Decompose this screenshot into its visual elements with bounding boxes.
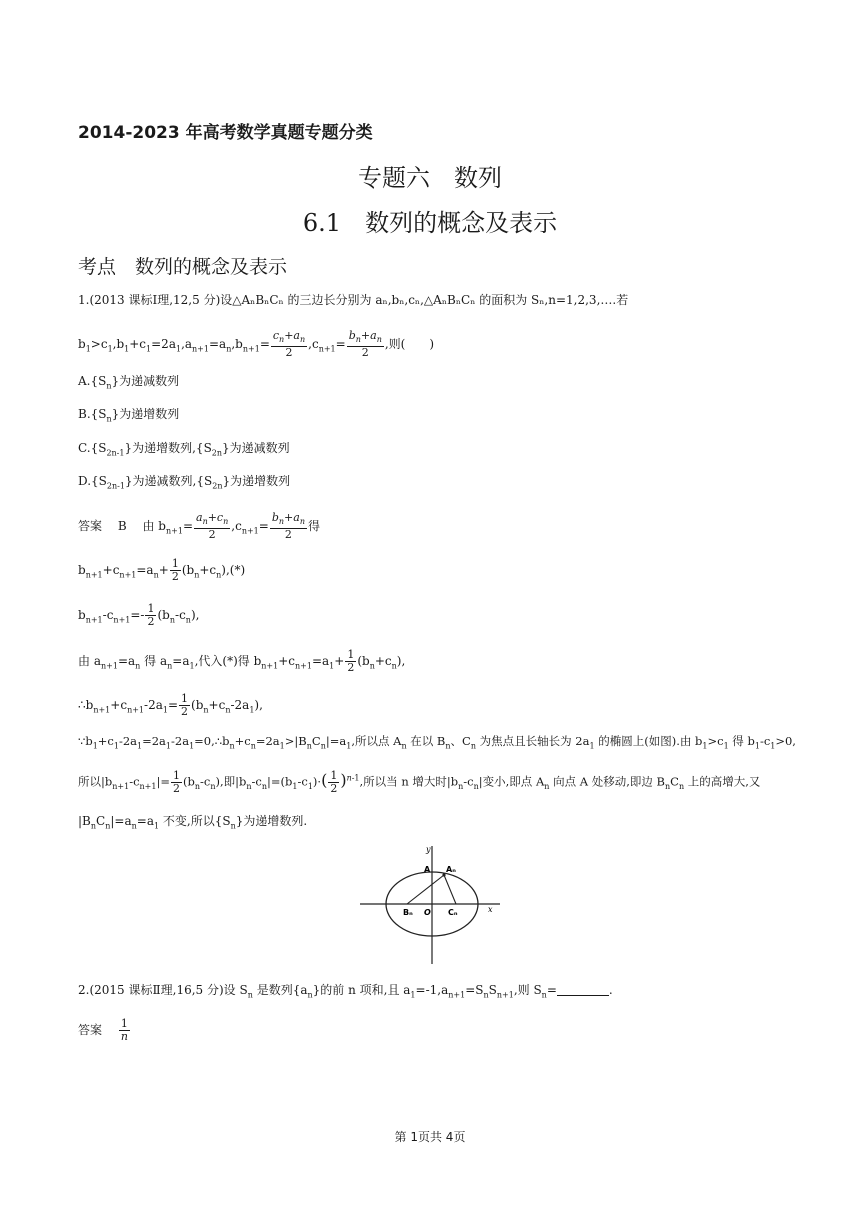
topic-title: 专题六 数列 <box>358 164 502 192</box>
solution-line-7: 所以$|b_{n+1}-c_{n+1}|=$ $\frac{1}{2}$ $(b_n-c_n)$,即$|b_n-c_n|=(b_1-c_1)\cdot$( $\frac{1}{2}$ )$^{n-1}$,所以当 n 增大时$|b_n-c_n|$变小,即点 $A_n$ 向点 A 处移动,即边 $B_nC_n$ 上的高增大,又 <box>78 769 761 795</box>
segment-an-cn <box>444 875 456 904</box>
series-title: 2014-2023 年高考数学真题专题分类 <box>78 123 373 143</box>
problem1-condition: $b_1>c_1,b_1+c_1=2a_1,a_{n+1}=a_n,b_{n+1}=$ $\frac{c_n+a_n}{2}$ $,c_{n+1}=$ $\frac{b_n+a_n}{2}$ ,则( ) <box>78 329 435 360</box>
label-cn: Cₙ <box>448 908 458 917</box>
ellipse-figure <box>360 840 510 965</box>
solution-line-8: $|B_nC_n|=a_n=a_1$ 不变,所以$\{S_n\}$为递增数列. <box>78 814 308 831</box>
section-title: 6.1 数列的概念及表示 <box>302 209 558 237</box>
label-o: O <box>424 908 431 917</box>
solution-line-3: $b_{n+1}-c_{n+1}=-$ $\frac{1}{2}$ $(b_n-c_n)$, <box>78 602 200 628</box>
answer-value: B <box>117 519 127 534</box>
option-b: $B.\{S_n\}$为递增数列 <box>78 407 180 424</box>
solution-line-6: $\because b_1+c_1-2a_1=2a_1-2a_1=0,\therefore b_n+c_n=2a_1>|B_nC_n|=a_1$,所以点 $A_n$ 在以 $B_n$、$C_n$ 为焦点且长轴长为 $2a_1$ 的椭圆上(如图).由 $b_1>c_1$ 得 $b_1-c_1>0$, <box>78 734 796 751</box>
solution-line-1: 答案 B 由 $b_{n+1}=$ $\frac{a_n+c_n}{2}$ $,c_{n+1}=$ $\frac{b_n+a_n}{2}$ 得 <box>78 511 320 542</box>
kaodian-heading: 考点 数列的概念及表示 <box>78 256 288 278</box>
answer-blank <box>557 995 609 996</box>
option-a: $A.\{S_n\}$为递减数列 <box>78 374 180 391</box>
solution-line-5: $\therefore b_{n+1}+c_{n+1}-2a_1=$ $\frac{1}{2}$ $(b_n+c_n-2a_1)$, <box>78 692 263 718</box>
label-y: y <box>426 845 431 854</box>
label-x: x <box>488 905 493 914</box>
answer-label: 答案 <box>78 519 103 534</box>
page-footer: 第 1页共 4页 <box>394 1130 466 1144</box>
solution-line-4: 由 $a_{n+1}=a_n$ 得 $a_n=a_1$,代入(*)得 $b_{n+1}+c_{n+1}=a_1+$ $\frac{1}{2}$ $(b_n+c_n)$, <box>78 648 406 674</box>
problem2-answer: 答案 $\frac{1}{n}$ <box>78 1017 128 1043</box>
solution-line-2: $b_{n+1}+c_{n+1}=a_n+$ $\frac{1}{2}$ $(b_n+c_n),(*)$ <box>78 557 246 583</box>
label-an: Aₙ <box>446 865 456 874</box>
label-a: A <box>424 865 431 874</box>
answer2-label: 答案 <box>78 1023 103 1037</box>
problem2-stem: 2.(2015 课标Ⅱ理,16,5 分)设 $S_n$ 是数列$\{a_n\}$的前 n 项和,且 $a_1=-1,a_{n+1}=S_nS_{n+1}$,则 $S_n=$ . <box>78 983 613 1000</box>
segment-bn-an <box>407 875 444 904</box>
label-bn: Bₙ <box>403 908 413 917</box>
option-c: $C.\{S_{2n-1}\}$为递增数列$,\{S_{2n}\}$为递减数列 <box>78 441 290 458</box>
problem1-stem: 1.(2013 课标Ⅰ理,12,5 分)设△AₙBₙCₙ 的三边长分别为 aₙ,bₙ,cₙ,△AₙBₙCₙ 的面积为 Sₙ,n=1,2,3,….若 <box>78 293 629 307</box>
option-d: $D.\{S_{2n-1}\}$为递减数列$,\{S_{2n}\}$为递增数列 <box>78 474 291 491</box>
